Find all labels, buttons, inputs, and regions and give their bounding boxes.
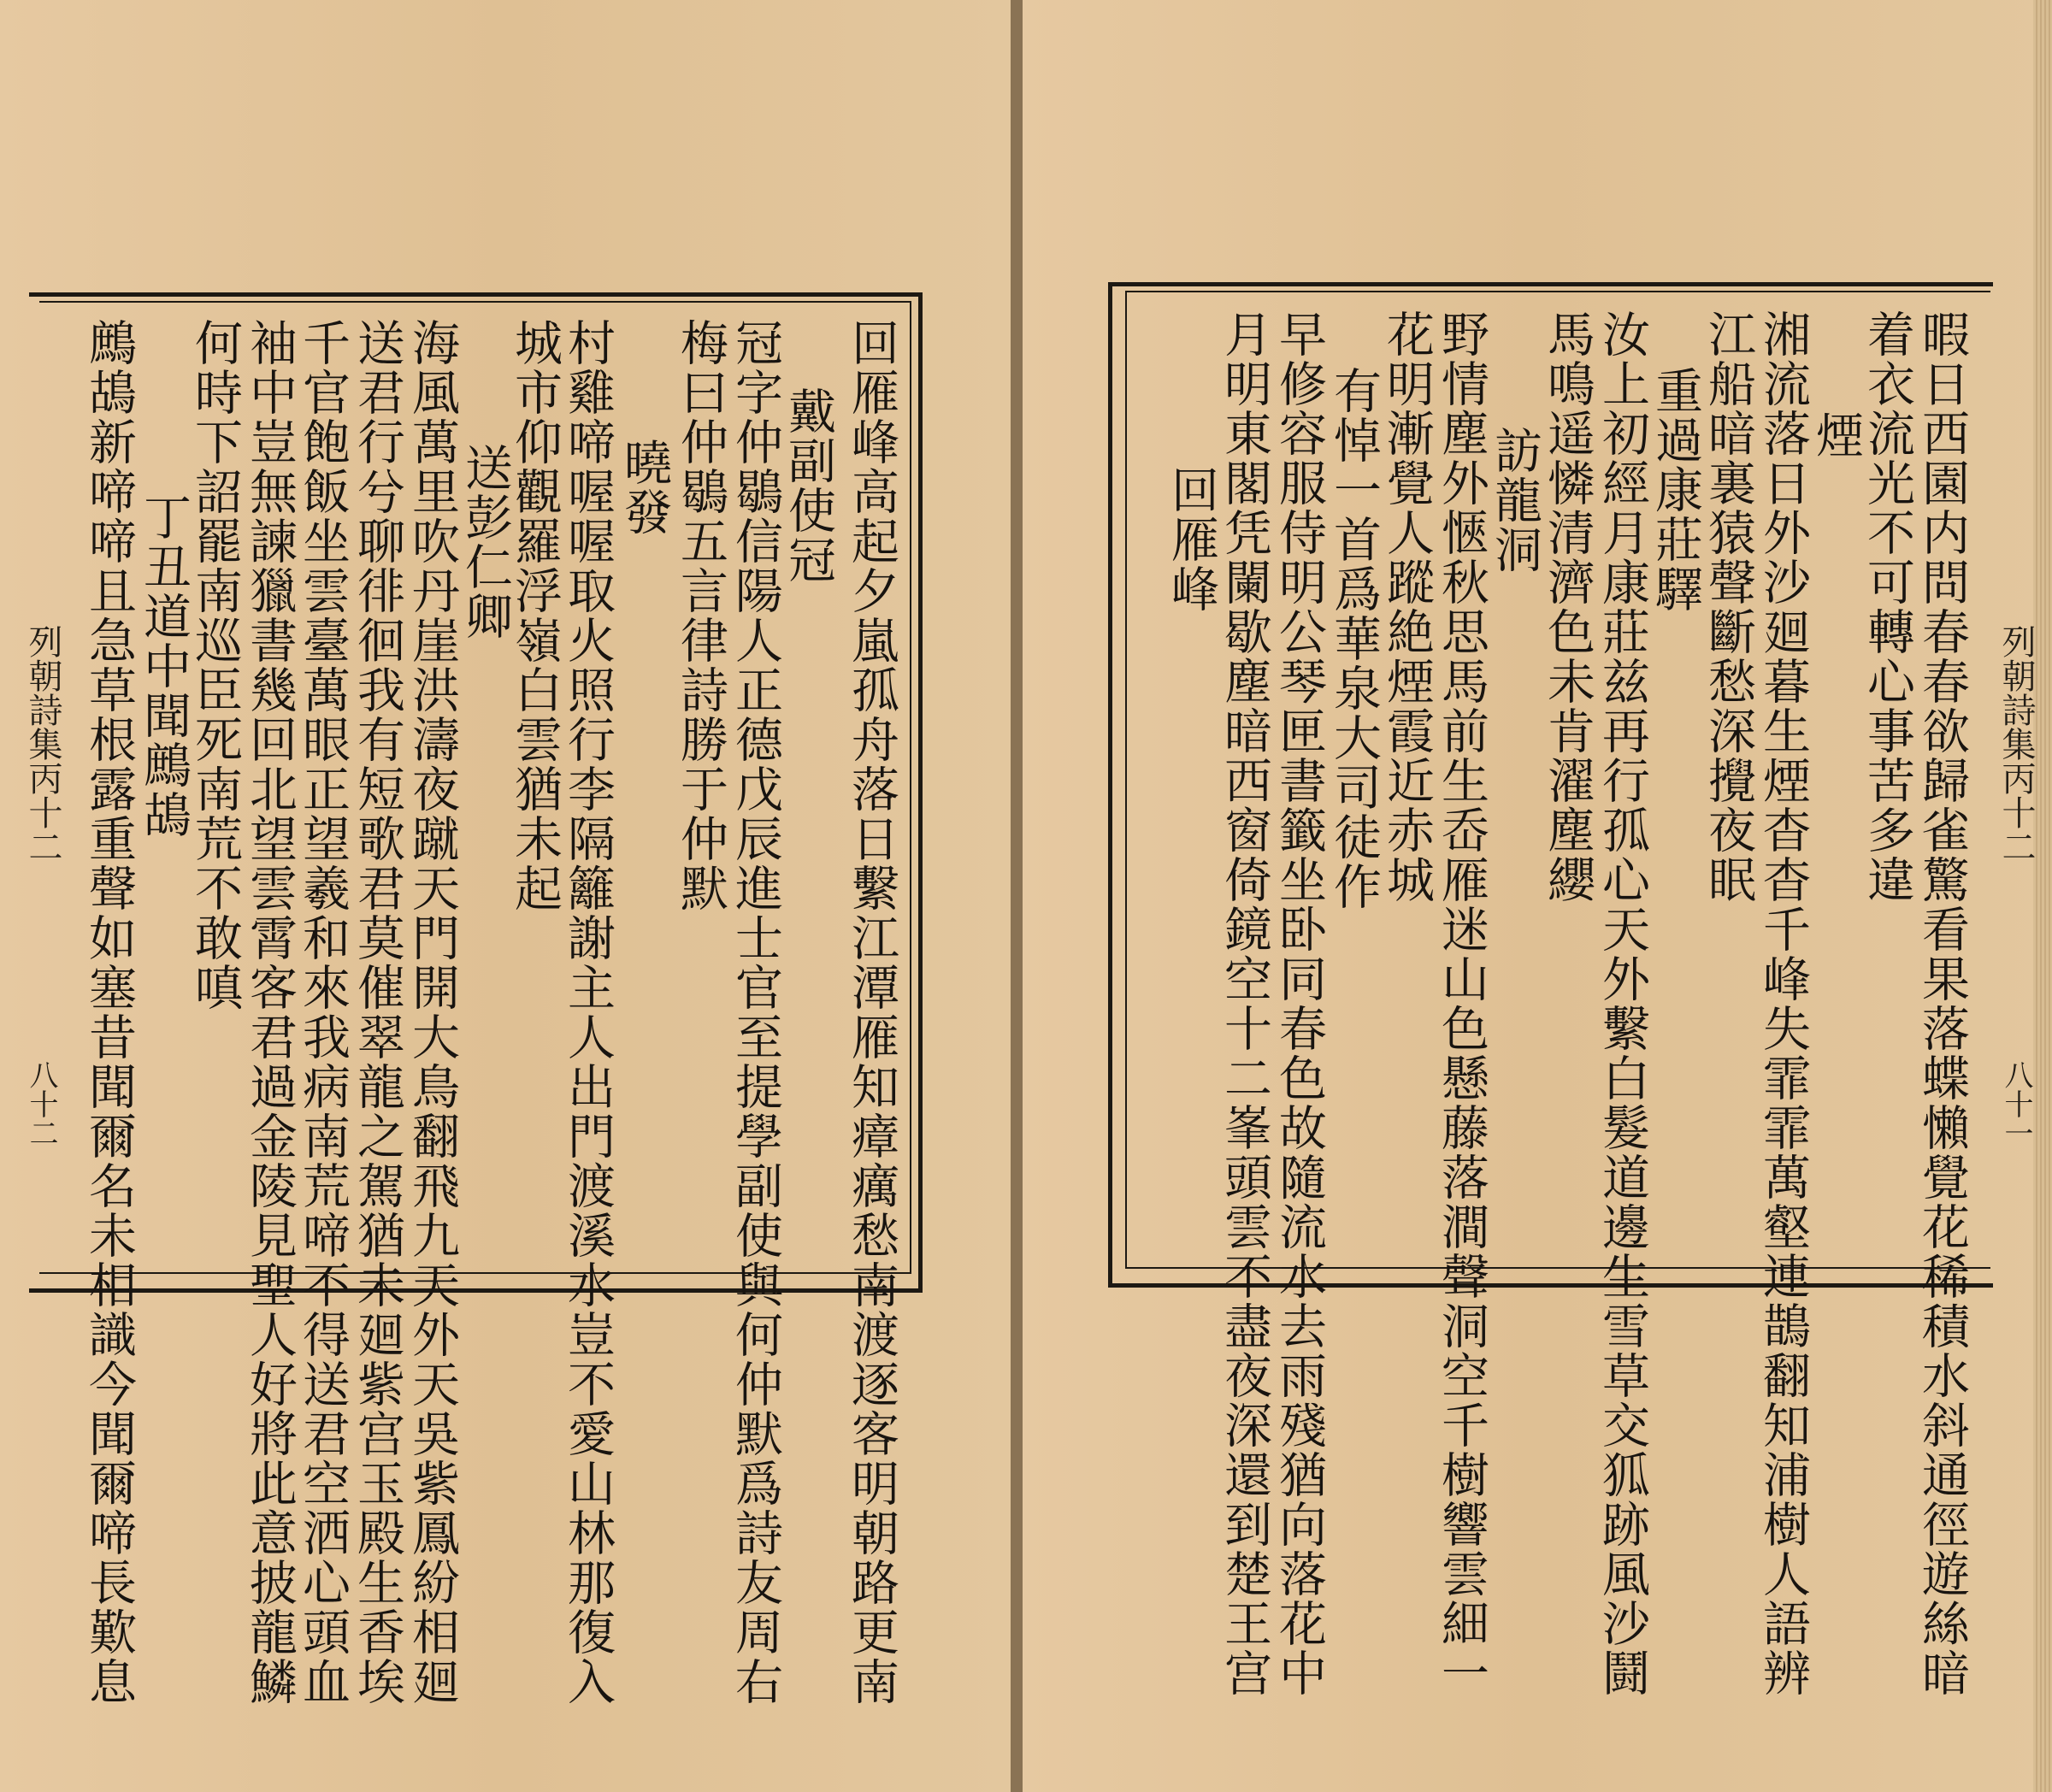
text-column: 暇日西園内問春春欲歸雀驚看果落蝶懶覺花稀積水斜通徑遊絲暗	[1914, 309, 1970, 1698]
text-column: 回雁峰高起夕嵐孤舟落日繫江潭雁知瘴癘愁南渡逐客明朝路更南	[844, 318, 899, 1707]
text-column: 送君行兮聊徘徊我有短歌君莫催翠龍之駕猶未廻紫宫玉殿生香埃	[350, 318, 405, 1707]
text-column: 戴副使冠	[781, 386, 836, 585]
text-column: 何時下詔罷南巡臣死南荒不敢嗔	[187, 318, 243, 1012]
text-column: 月明東閣凭闌歇塵暗西窗倚鏡空十二峯頭雲不盡夜深還到楚王宫	[1217, 309, 1272, 1698]
text-column: 海風萬里吹丹崖洪濤夜蹴天門開大鳥翻飛九天外天吳紫鳳紛相廻	[404, 318, 460, 1707]
text-column: 有悼一首爲華泉大司徒作	[1326, 366, 1382, 911]
right-margin-title: 列朝詩集丙十二	[1996, 624, 2036, 864]
right-folio-number: 八十一	[1999, 1060, 2033, 1147]
text-column: 汝上初經月康莊兹再行孤心天外繫白髮道邊生雪草交狐跡風沙鬪	[1595, 309, 1650, 1698]
text-column: 城市仰觀羅浮嶺白雲猶未起	[507, 318, 563, 913]
text-column: 煙	[1808, 410, 1864, 460]
page-edges	[2033, 0, 2052, 1792]
book-gutter	[1011, 0, 1023, 1792]
text-column: 曉發	[616, 438, 672, 537]
left-folio-number: 八十二	[24, 1060, 58, 1147]
text-column: 花明漸覺人蹤絶煙霞近赤城	[1379, 309, 1435, 905]
text-column: 千官飽飯坐雲臺萬眼正望羲和來我病南荒啼不得送君空洒心頭血	[295, 318, 351, 1707]
text-column: 馬鳴遥憐清濟色未肯濯塵纓	[1540, 309, 1595, 905]
text-column: 着衣流光不可轉心事苦多違	[1860, 309, 1915, 905]
text-column: 鷓鴣新啼啼且急草根露重聲如塞昔聞爾名未相識今聞爾啼長歎息	[81, 318, 137, 1707]
text-column: 冠字仲鶡信陽人正德戊辰進士官至提學副使與何仲默爲詩友周右	[728, 318, 783, 1707]
text-column: 梅曰仲鶡五言律詩勝于仲默	[673, 318, 728, 913]
text-column: 野情塵外愜秋思馬前生岙雁迷山色懸藤落澗聲洞空千樹響雲細一	[1434, 309, 1489, 1698]
left-margin-title: 列朝詩集丙十二	[23, 624, 62, 864]
text-column: 早修容服侍明公琴匣書籤坐卧同春色故隨流水去雨殘猶向落花中	[1271, 309, 1327, 1698]
text-column: 袖中豈無諫獵書幾回北望雲霄客君過金陵見聖人好將此意披龍鱗	[242, 318, 298, 1707]
text-column: 重過康莊驛	[1648, 366, 1703, 614]
text-column: 江船暗裏猿聲斷愁深攪夜眠	[1701, 309, 1756, 905]
text-column: 丁丑道中聞鷓鴣	[136, 492, 192, 840]
text-column: 村雞啼喔喔取火照行李隔籬謝主人出門渡溪水豈不愛山林那復入	[560, 318, 616, 1707]
text-column: 送彭仁卿	[457, 443, 513, 641]
text-column: 訪龍洞	[1487, 426, 1542, 575]
text-column: 回雁峰	[1164, 465, 1219, 614]
text-column: 湘流落日外沙廻暮生煙杳杳千峰失霏霏萬壑連鵲翻知浦樹人語辨	[1755, 309, 1811, 1698]
